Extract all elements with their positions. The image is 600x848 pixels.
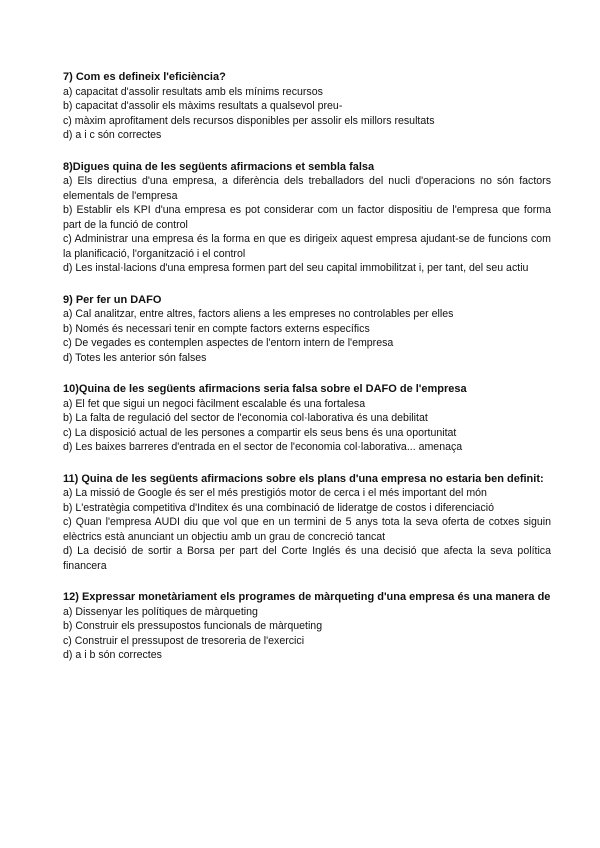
- question-title: 8)Digues quina de les següents afirmacions et sembla falsa: [63, 160, 375, 173]
- question-title: 12) Expressar monetàriament els programes de màrqueting d'una empresa és una manera de: [63, 591, 551, 603]
- option-c: c) màxim aprofitament dels recursos disponibles per assolir els millors resultats: [63, 114, 435, 127]
- question-12: [63, 590, 551, 663]
- question-8: [63, 160, 551, 276]
- question-title: 9) Per fer un DAFO: [63, 293, 162, 306]
- question-7: [63, 70, 551, 143]
- option-a: a) Cal analitzar, entre altres, factors aliens a les empreses no controlables per elles: [63, 308, 454, 320]
- option-b: b) capacitat d'assolir els màxims resultats a qualsevol preu-: [63, 100, 343, 112]
- question-11: [63, 472, 551, 574]
- option-c: c) Construir el pressupost de tresoreria de l'exercici: [63, 634, 305, 647]
- option-b: b) Construir els pressupostos funcionals de màrqueting: [63, 620, 323, 632]
- option-b: b) Només és necessari tenir en compte factors externs específics: [63, 322, 370, 335]
- question-title: 10)Quina de les següents afirmacions seria falsa sobre el DAFO de l'empresa: [63, 383, 467, 395]
- option-d: d) Les baixes barreres d'entrada en el sector de l'economia col·laborativa... amenaça: [63, 441, 463, 453]
- option-a: a) La missió de Google és ser el més prestigiós motor de cerca i el més important del món: [63, 487, 487, 499]
- option-b: b) Establir els KPI d'una empresa es pot considerar com un factor dispositiu de l'empresa que forma part de la funció de control: [63, 204, 551, 231]
- question-title: 7) Com es defineix l'eficiència?: [63, 71, 226, 83]
- option-d: d) a i b són correctes: [63, 649, 162, 661]
- question-title: 11) Quina de les següents afirmacions sobre els plans d'una empresa no estaria ben definit:: [63, 472, 544, 485]
- option-a: a) El fet que sigui un negoci fàcilment escalable és una fortalesa: [63, 397, 366, 410]
- option-c: c) La disposició actual de les persones a compartir els seus bens és una oportunitat: [63, 426, 457, 439]
- option-d: d) Totes les anterior són falses: [63, 351, 207, 364]
- option-c: c) De vegades es contemplen aspectes de l'entorn intern de l'empresa: [63, 337, 394, 349]
- option-c: c) Quan l'empresa AUDI diu que vol que en un termini de 5 anys tota la seva oferta de cotxes siguin elèctrics està anunciant un objectiu amb un grau de concreció tancat: [63, 516, 551, 543]
- option-a: a) Els directius d'una empresa, a diferència dels treballadors del nucli d'operacions no són factors elementals de l'empresa: [63, 175, 551, 202]
- option-a: a) Dissenyar les polítiques de màrqueting: [63, 605, 258, 618]
- option-d: d) Les instal·lacions d'una empresa formen part del seu capital immobilitzat i, per tant, del seu actiu: [63, 262, 529, 274]
- document-page: [63, 70, 551, 680]
- option-d: d) a i c són correctes: [63, 129, 162, 141]
- question-9: [63, 293, 551, 366]
- question-10: [63, 382, 551, 455]
- option-a: a) capacitat d'assolir resultats amb els mínims recursos: [63, 85, 323, 98]
- option-d: d) La decisió de sortir a Borsa per part del Corte Inglés és una decisió que afecta la seva política financera: [63, 545, 551, 572]
- option-b: b) La falta de regulació del sector de l'economia col·laborativa és una debilitat: [63, 412, 428, 424]
- option-b: b) L'estratègia competitiva d'Inditex és una combinació de lideratge de costos i diferenciació: [63, 501, 494, 514]
- option-c: c) Administrar una empresa és la forma en que es dirigeix aquest empresa ajudant-se de funcions com la planificació, l'organització i el control: [63, 233, 551, 260]
